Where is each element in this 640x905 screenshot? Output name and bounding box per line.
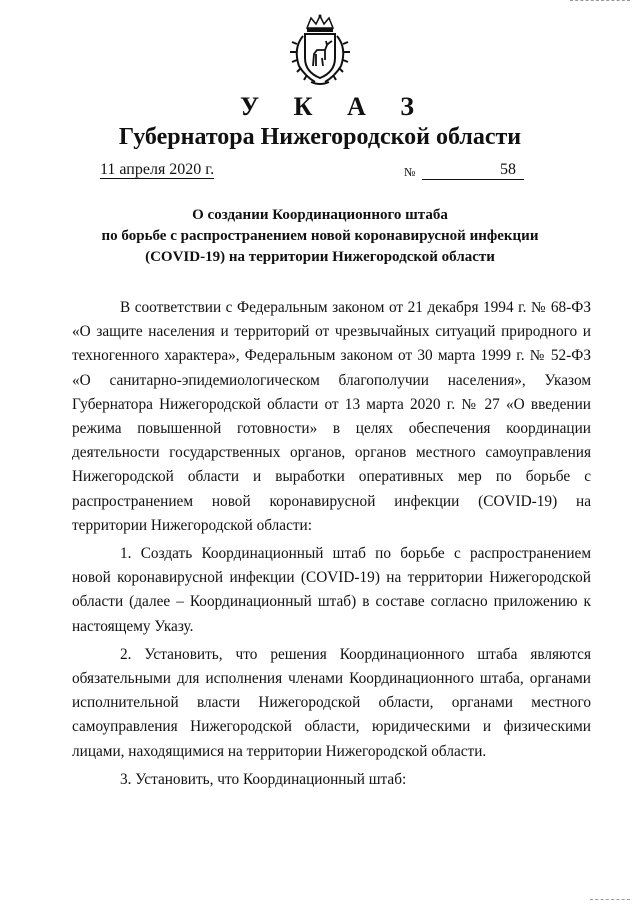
decree-subject: [0, 205, 640, 268]
decree-number: 58: [422, 161, 524, 180]
number-label: №: [404, 165, 416, 179]
item-1-paragraph: 1. Создать Координационный штаб по борьбе с распространением новой коронавирусной инфекции (COVID-19) на территории Нижегородской области (далее – Координационный штаб) в составе согласно приложению к настоящему Указу.: [72, 545, 591, 635]
decree-issuer: Губернатора Нижегородской области: [118, 124, 522, 150]
preamble-paragraph: В соответствии с Федеральным законом от 21 декабря 1994 г. № 68-ФЗ «О защите населения и территорий от чрезвычайных ситуаций природного и техногенного характера», Федеральным законом от 30 марта 1999 г. № 52-ФЗ «О санитарно-эпидемиологическом благополучии населения», Указом Губернатора Нижегородской области от 13 марта 2020 г. № 27 «О введении режима повышенной готовности» в целях обеспечения координации деятельности государственных органов, органов местного самоуправления Нижегородской области и выработки оперативных мер по борьбе с распространением новой коронавирусной инфекции (COVID-19) на территории Нижегородской области:: [72, 299, 591, 534]
coat-of-arms-icon: [285, 14, 355, 86]
subject-line-3: (COVID-19) на территории Нижегородской области: [145, 249, 495, 265]
decree-body: [72, 296, 591, 792]
item-3-paragraph: 3. Установить, что Координационный штаб:: [120, 770, 407, 788]
scan-mark-top: [570, 0, 630, 3]
scan-mark-bottom: [590, 899, 630, 901]
subject-line-1: О создании Координационного штаба: [192, 207, 448, 223]
decree-date-value: 11 апреля 2020 г.: [100, 161, 215, 178]
subject-line-2: по борьбе с распространением новой коронавирусной инфекции: [101, 228, 539, 244]
item-2-paragraph: 2. Установить, что решения Координационного штаба являются обязательными для исполнения членами Координационного штаба, органами исполнительной власти Нижегородской области, органами местного самоуправления Нижегородской области, юридическими и физическими лицами, находящимися на территории Нижегородской области.: [72, 645, 591, 760]
decree-date: [100, 161, 214, 179]
decree-title: У К А З: [240, 92, 428, 121]
